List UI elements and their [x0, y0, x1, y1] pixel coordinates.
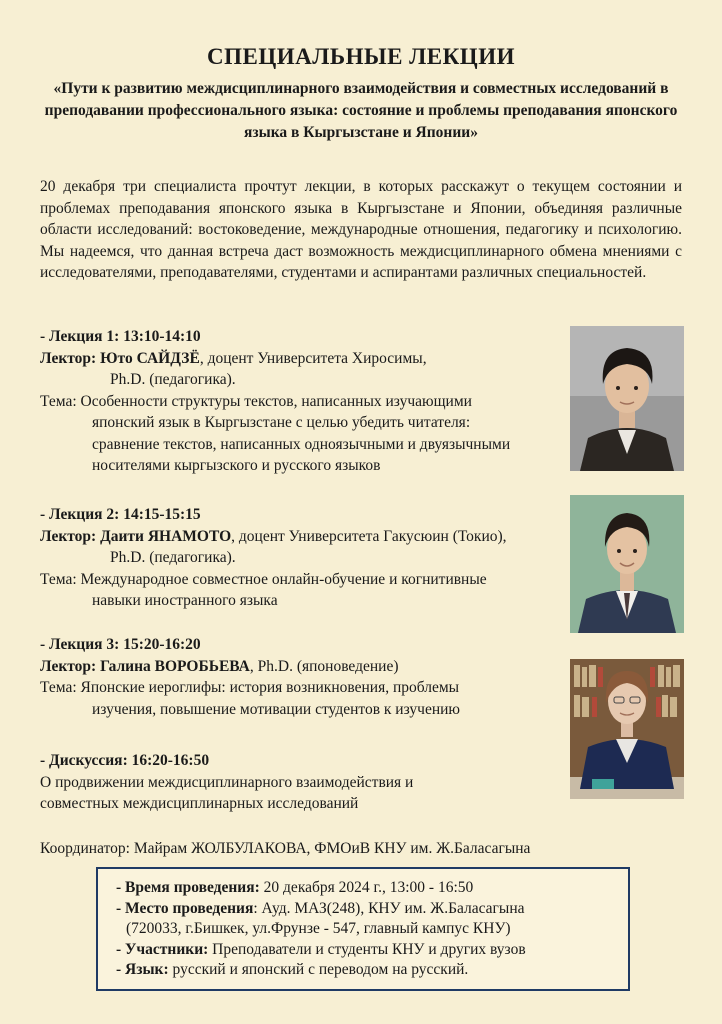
page-title: СПЕЦИАЛЬНЫЕ ЛЕКЦИИ [207, 44, 515, 69]
info-time: - Время проведения: 20 декабря 2024 г., 13:00 - 16:50 [116, 879, 474, 896]
topic-line: изучения, повышение мотивации студентов к изучению [92, 700, 460, 718]
info-language: - Язык: русский и японский с переводом на русский. [116, 961, 469, 978]
topic-line: сравнение текстов, написанных одноязычными и двуязычными [92, 435, 511, 453]
topic-line: японский язык в Кыргызстане с целью убедить читателя: [92, 414, 471, 431]
discussion-line: О продвижении междисциплинарного взаимодействия и [40, 773, 414, 791]
topic-line: Тема: Международное совместное онлайн-обучение и когнитивные [40, 570, 487, 588]
lecture-heading: - Лекция 1: 13:10-14:10 [40, 328, 201, 345]
lecturer-name: Даити ЯНАМОТО [100, 527, 232, 545]
topic-line: навыки иностранного языка [92, 592, 278, 609]
lecture-heading: - Лекция 2: 14:15-15:15 [40, 506, 201, 523]
intro-paragraph: 20 декабря три специалиста прочтут лекции, в которых расскажут о текущем состоянии и проблемах преподавания японского языка в Кыргызстане и Японии, объединяя различные области исследований: востоковедение, международные отношения, педагогику и психологию. Мы надеемся, что данная встреча даст возможность междисциплинарного обмена мнениями с исследователями, преподавателями, студентами и аспирантами различных специальностей. [40, 178, 682, 281]
topic-line: носителями кыргызского и русского языков [92, 457, 381, 474]
lecturer-1-photo [570, 326, 684, 471]
lecturer-line: Лектор: Даити ЯНАМОТО, доцент Университета Гакусюин (Токио), [40, 527, 507, 545]
lecture-heading: - Лекция 3: 15:20-16:20 [40, 636, 201, 653]
lecturer-degree: Ph.D. (педагогика). [110, 549, 236, 566]
lecturer-line: Лектор: Юто САЙДЗЁ, доцент Университета Хиросимы, [40, 349, 427, 367]
subtitle: «Пути к развитию междисциплинарного взаимодействия и совместных исследований в преподавании профессионального языка: состояние и проблемы преподавания японского языка в Кыргызстане и Японии» [44, 80, 678, 141]
topic-line: Тема: Японские иероглифы: история возникновения, проблемы [40, 679, 460, 696]
lecturer-name: Галина ВОРОБЬЕВА [100, 657, 250, 675]
topic-line: Тема: Особенности структуры текстов, написанных изучающими [40, 392, 472, 410]
info-place: - Место проведения: Ауд. МАЗ(248), КНУ им. Ж.Баласагына [116, 899, 525, 917]
info-place-address: (720033, г.Бишкек, ул.Фрунзе - 547, главный кампус КНУ) [126, 920, 511, 937]
discussion-line: совместных междисциплинарных исследований [40, 795, 359, 812]
lecture-2 [40, 504, 570, 612]
discussion-heading: - Дискуссия: 16:20-16:50 [40, 752, 210, 769]
coordinator: Координатор: Майрам ЖОЛБУЛАКОВА, ФМОиВ КНУ им. Ж.Баласагына [40, 840, 531, 857]
lecturer-2-photo [570, 495, 684, 633]
lecturer-3-photo [570, 659, 684, 799]
lecture-1 [40, 326, 570, 477]
lecture-3 [40, 634, 570, 720]
info-participants: - Участники: Преподаватели и студенты КНУ и других вузов [116, 940, 526, 958]
lecturer-line: Лектор: Галина ВОРОБЬЕВА, Ph.D. (японоведение) [40, 657, 399, 675]
lecturer-degree: Ph.D. (педагогика). [110, 371, 236, 388]
event-info-box [96, 867, 630, 991]
lecturer-name: Юто САЙДЗЁ [100, 349, 200, 367]
discussion [40, 750, 570, 815]
